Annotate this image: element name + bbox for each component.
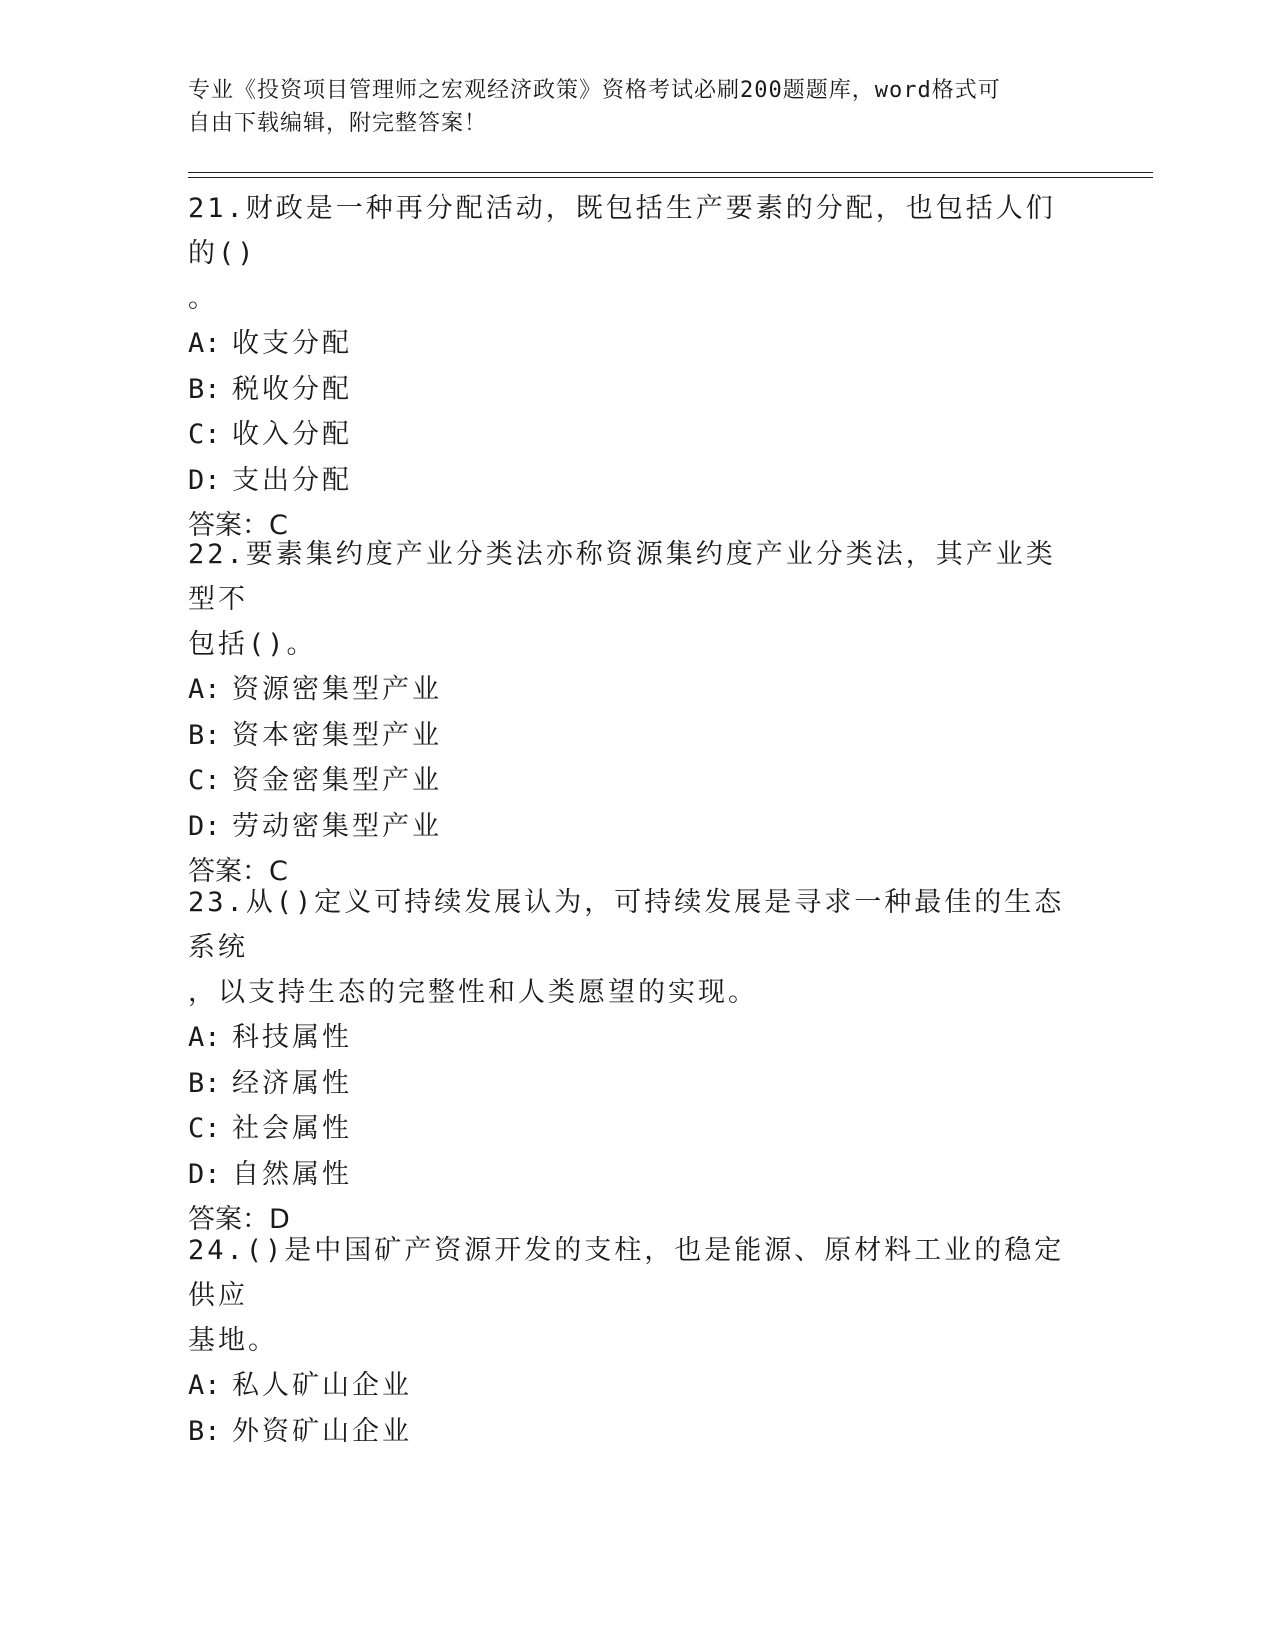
option-a (188, 667, 1078, 713)
document-header (188, 74, 1068, 140)
question-stem-line-1: 22.要素集约度产业分类法亦称资源集约度产业分类法，其产业类型不 (188, 539, 1056, 615)
option-a (188, 321, 1078, 367)
option-key: D: (188, 810, 221, 842)
option-key: B: (188, 1415, 221, 1447)
answer-line: 答案：D (188, 1204, 290, 1235)
option-key: C: (188, 419, 221, 450)
option-b (188, 1061, 1078, 1107)
option-key: B: (188, 719, 221, 751)
option-d (188, 458, 1078, 504)
question-24 (188, 1228, 1078, 1454)
question-stem-line-2: ，以支持生态的完整性和人类愿望的实现。 (188, 977, 758, 1008)
option-d (188, 804, 1078, 850)
answer-line: 答案：C (188, 510, 288, 541)
option-b (188, 1409, 1078, 1455)
option-text: 私人矿山企业 (232, 1370, 412, 1401)
option-key: A: (188, 1370, 221, 1401)
option-key: A: (188, 674, 221, 705)
option-key: D: (188, 1158, 221, 1190)
option-text: 自然属性 (232, 1158, 352, 1190)
option-key: A: (188, 328, 221, 359)
question-21 (188, 186, 1078, 548)
question-stem-line-2: 基地。 (188, 1325, 278, 1356)
option-key: B: (188, 1067, 221, 1099)
question-stem-line-1: 21.财政是一种再分配活动，既包括生产要素的分配，也包括人们的() (188, 193, 1056, 269)
option-key: A: (188, 1022, 221, 1053)
question-stem-line-2: 。 (188, 283, 218, 314)
option-c (188, 758, 1078, 804)
answer-line: 答案：C (188, 856, 288, 887)
option-a (188, 1363, 1078, 1409)
option-d (188, 1152, 1078, 1198)
option-key: D: (188, 464, 221, 496)
header-divider-bottom (188, 177, 1153, 178)
option-text: 收入分配 (232, 419, 352, 450)
option-text: 资金密集型产业 (232, 765, 442, 796)
header-line-2: 自由下载编辑，附完整答案！ (188, 111, 488, 136)
header-divider-top (188, 172, 1153, 173)
header-line-1: 专业《投资项目管理师之宏观经济政策》资格考试必刷200题题库，word格式可 (188, 78, 1001, 103)
question-stem-line-1: 23.从()定义可持续发展认为，可持续发展是寻求一种最佳的生态系统 (188, 887, 1065, 963)
option-a (188, 1015, 1078, 1061)
option-key: C: (188, 1113, 221, 1144)
question-23 (188, 880, 1078, 1242)
question-stem-line-1: 24.()是中国矿产资源开发的支柱，也是能源、原材料工业的稳定供应 (188, 1235, 1065, 1311)
question-22 (188, 532, 1078, 894)
option-text: 税收分配 (232, 373, 352, 405)
option-text: 外资矿山企业 (232, 1415, 412, 1447)
option-c (188, 1106, 1078, 1152)
option-key: B: (188, 373, 221, 405)
option-text: 劳动密集型产业 (232, 810, 442, 842)
option-text: 科技属性 (232, 1022, 352, 1053)
option-text: 资本密集型产业 (232, 719, 442, 751)
option-text: 支出分配 (232, 464, 352, 496)
option-text: 社会属性 (232, 1113, 352, 1144)
option-c (188, 412, 1078, 458)
option-key: C: (188, 765, 221, 796)
option-text: 经济属性 (232, 1067, 352, 1099)
option-text: 收支分配 (232, 328, 352, 359)
option-b (188, 367, 1078, 413)
question-stem-line-2: 包括()。 (188, 629, 317, 660)
option-b (188, 713, 1078, 759)
option-text: 资源密集型产业 (232, 674, 442, 705)
